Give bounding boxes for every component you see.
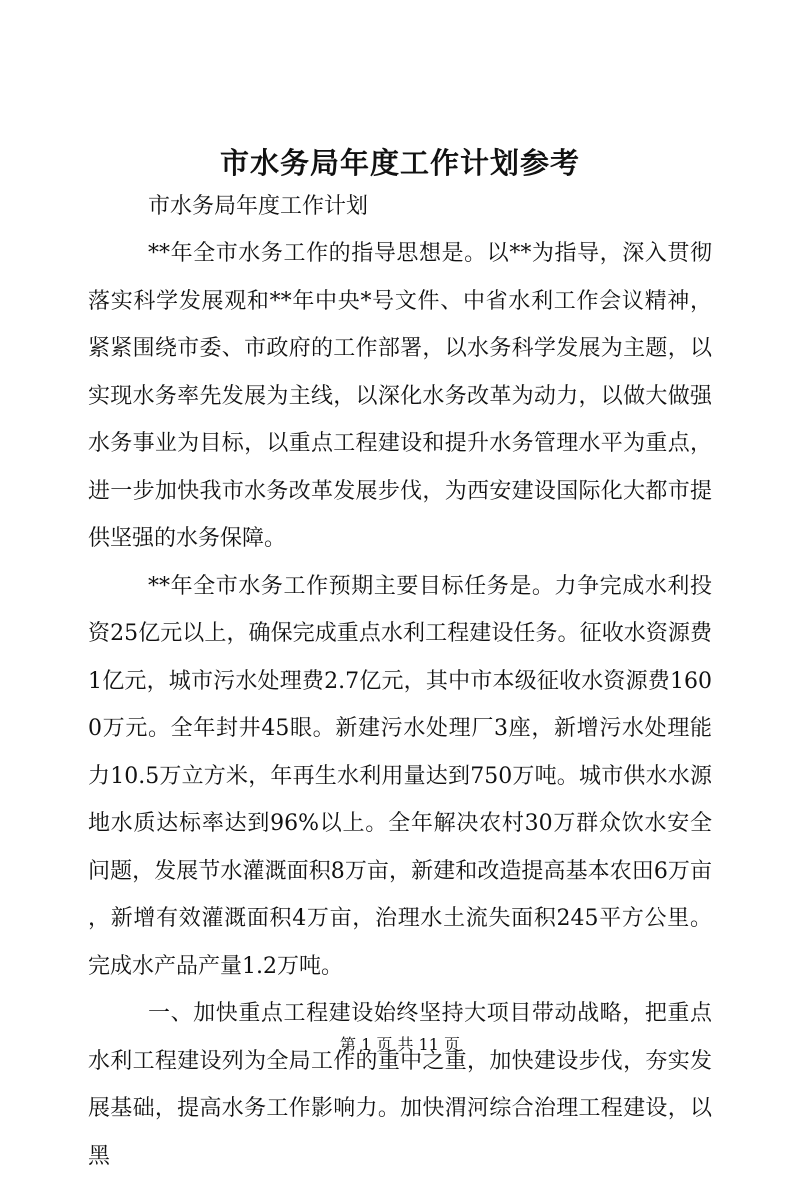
paragraph-key-projects: 一、加快重点工程建设始终坚持大项目带动战略，把重点水利工程建设列为全局工作的重中之重，加快建设步伐，夯实发展基础，提高水务工作影响力。加快渭河综合治理工程建设，以黑 bbox=[88, 1001, 712, 1169]
paragraph-guiding-ideology: **年全市水务工作的指导思想是。以**为指导，深入贯彻落实科学发展观和**年中央*号文件、中省水利工作会议精神，紧紧围绕市委、市政府的工作部署，以水务科学发展为主题，以实现水务率先发展为主线，以深化水务改革为动力，以做大做强水务事业为目标，以重点工程建设和提升水务管理水平为重点，进一步加快我市水务改革发展步伐，为西安建设国际化大都市提供坚强的水务保障。 bbox=[88, 241, 712, 551]
page-number-footer: 第 1 页 共 11 页 bbox=[340, 1035, 460, 1054]
document-title: 市水务局年度工作计划参考 bbox=[219, 146, 580, 180]
document-body bbox=[88, 183, 712, 1180]
document-subtitle: 市水务局年度工作计划 bbox=[148, 194, 369, 219]
paragraph-annual-targets: **年全市水务工作预期主要目标任务是。力争完成水利投资25亿元以上，确保完成重点水利工程建设任务。征收水资源费1亿元，城市污水处理费2.7亿元，其中市本级征收水资源费1600万元。全年封井45眼。新建污水处理厂3座，新增污水处理能力10.5万立方米，年再生水利用量达到750万吨。城市供水水源地水质达标率达到96%以上。全年解决农村30万群众饮水安全问题，发展节水灌溉面积8万亩，新建和改造提高基本农田6万亩，新增有效灌溉面积4万亩，治理水土流失面积245平方公里。完成水产品产量1.2万吨。 bbox=[88, 573, 712, 979]
